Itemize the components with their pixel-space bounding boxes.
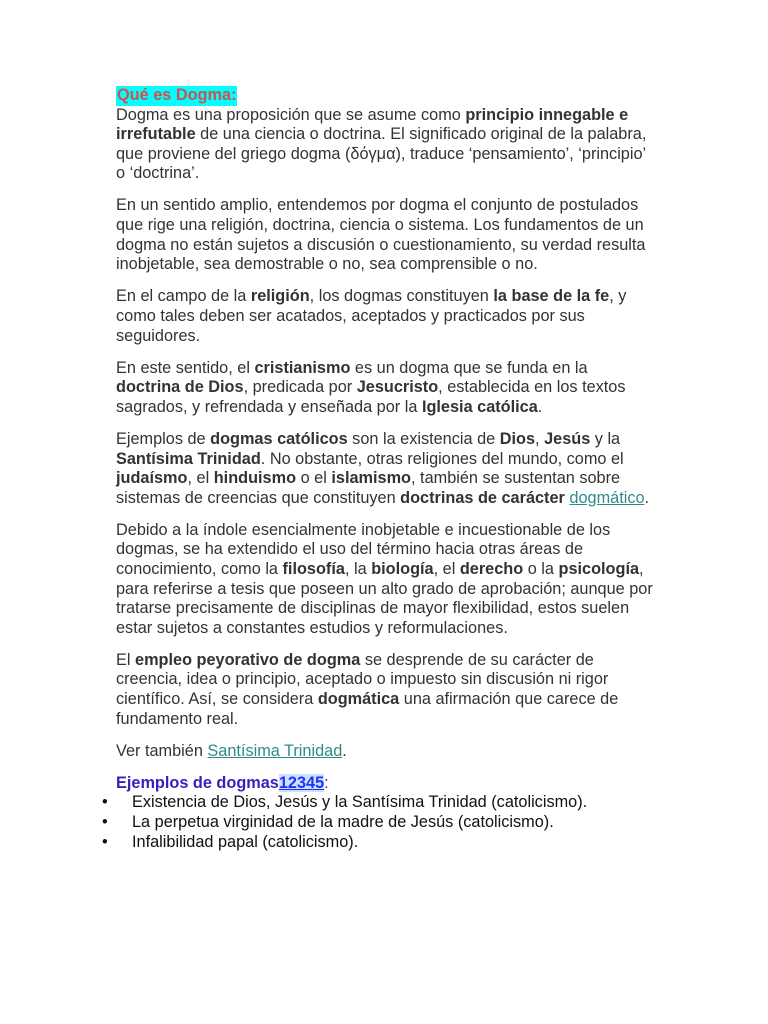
bold-text: Santísima Trinidad [116, 449, 261, 468]
text-run: Debido a la índole esencialmente inobjetable e incuestionable de los dogmas, se ha extendido el uso del término hacia otras áreas de conocimiento, como la [116, 520, 611, 578]
text-run: , el [187, 469, 214, 488]
text-run: , [535, 429, 545, 448]
text-run: y la [590, 429, 621, 448]
bold-text: derecho [459, 559, 524, 578]
text-run: El [116, 650, 136, 669]
text-run: Ver también [116, 741, 208, 760]
inline-link[interactable]: dogmático [569, 488, 645, 507]
text-run: se desprende de su carácter de creencia, idea o principio, aceptado o impuesto sin discusión ni rigor científico. Así, se considera [116, 650, 609, 709]
text-run: En este sentido, el [116, 358, 255, 377]
text-run: es un dogma que se funda en la [350, 358, 588, 377]
list-item-text: Existencia de Dios, Jesús y la Santísima Trinidad (catolicismo). [132, 793, 588, 812]
text-run: , establecida en los textos sagrados, y refrendada y enseñada por la [116, 378, 626, 416]
examples-heading [116, 774, 656, 794]
list-item [102, 813, 656, 833]
bold-text: doctrina de Dios [116, 378, 244, 397]
list-item-text: La perpetua virginidad de la madre de Jesús (catolicismo). [132, 813, 554, 831]
text-run: Ejemplos de [116, 429, 211, 448]
text-run: . [537, 397, 543, 416]
text-run: una afirmación que carece de fundamento real. [116, 690, 619, 728]
bold-text: psicología [558, 559, 640, 578]
text-run: son la existencia de [347, 429, 500, 448]
paragraph [116, 359, 656, 418]
paragraphs [116, 106, 656, 762]
paragraph [116, 430, 656, 508]
text-run: , los dogmas constituyen [309, 287, 494, 306]
text-run: de una ciencia o doctrina. El significado original de la palabra, que proviene del griego dogma (δόγμα), traduce ‘pensamiento’, ‘principio’ o ‘doctrina’. [116, 125, 647, 183]
bullet-icon: • [102, 832, 108, 851]
list-item [102, 793, 656, 813]
text-run: , predicada por [243, 378, 357, 397]
bold-text: doctrinas de carácter [400, 488, 565, 507]
bold-text: cristianismo [254, 358, 351, 377]
bold-text: principio innegable e irrefutable [116, 105, 629, 144]
bold-text: dogmática [317, 690, 400, 709]
bullet-icon: • [102, 793, 108, 812]
bullet-icon: • [102, 813, 108, 831]
text-run: . [644, 488, 650, 507]
bold-text: Jesús [544, 429, 591, 448]
bold-text: religión [250, 287, 310, 306]
bold-text: Iglesia católica [421, 397, 538, 416]
text-run: En el campo de la [116, 287, 251, 306]
bold-text: dogmas católicos [210, 429, 348, 448]
bold-text: biología [371, 559, 434, 578]
list-item [102, 832, 656, 853]
text-run: , y como tales deben ser acatados, aceptados y practicados por sus seguidores. [116, 287, 627, 345]
bold-text: filosofía [282, 559, 345, 578]
paragraph [116, 196, 656, 274]
text-run: , el [433, 559, 460, 578]
bold-text: hinduismo [213, 469, 297, 488]
paragraph [116, 651, 656, 729]
paragraph [116, 106, 656, 184]
paragraph [116, 521, 656, 639]
text-run: o la [523, 559, 559, 578]
text-run: , la [344, 559, 372, 578]
bold-text: Dios [499, 429, 536, 448]
text-run: o el [296, 469, 332, 488]
paragraph [116, 742, 656, 762]
page-title: Qué es Dogma: [117, 86, 237, 104]
bold-text: empleo peyorativo de dogma [135, 650, 361, 669]
text-run: . [342, 741, 347, 760]
examples-heading-colon: : [324, 773, 329, 792]
text-run: Dogma es una proposición que se asume como [116, 105, 466, 124]
list-item-text: Infalibilidad papal (catolicismo). [132, 832, 359, 851]
text-run: . No obstante, otras religiones del mundo, como el [260, 449, 624, 468]
examples-heading-link[interactable]: 12345 [278, 773, 325, 792]
article-body [102, 86, 656, 852]
examples-list [102, 793, 656, 852]
inline-link[interactable]: Santísima Trinidad [207, 741, 343, 760]
text-run: , para referirse a tesis que poseen un alto grado de aprobación; aunque por tratarse precisamente de disciplinas de mayor flexibilidad, estos suelen estar sujetos a constantes estudios y reformulaciones. [116, 559, 653, 637]
bold-text: judaísmo [116, 469, 188, 488]
text-run: , también se sustentan sobre sistemas de creencias que constituyen [116, 469, 621, 507]
title-row [116, 86, 656, 106]
paragraph [116, 287, 656, 346]
examples-heading-text: Ejemplos de dogmas [116, 773, 279, 792]
bold-text: la base de la fe [493, 287, 610, 306]
bold-text: islamismo [331, 469, 411, 488]
bold-text: Jesucristo [356, 378, 439, 397]
text-run: En un sentido amplio, entendemos por dogma el conjunto de postulados que rige una religión, doctrina, ciencia o sistema. Los fundamentos de un dogma no están sujetos a discusión o cuestionamiento, su verdad resulta inobjetable, sea demostrable o no, sea comprensible o no. [116, 196, 646, 274]
